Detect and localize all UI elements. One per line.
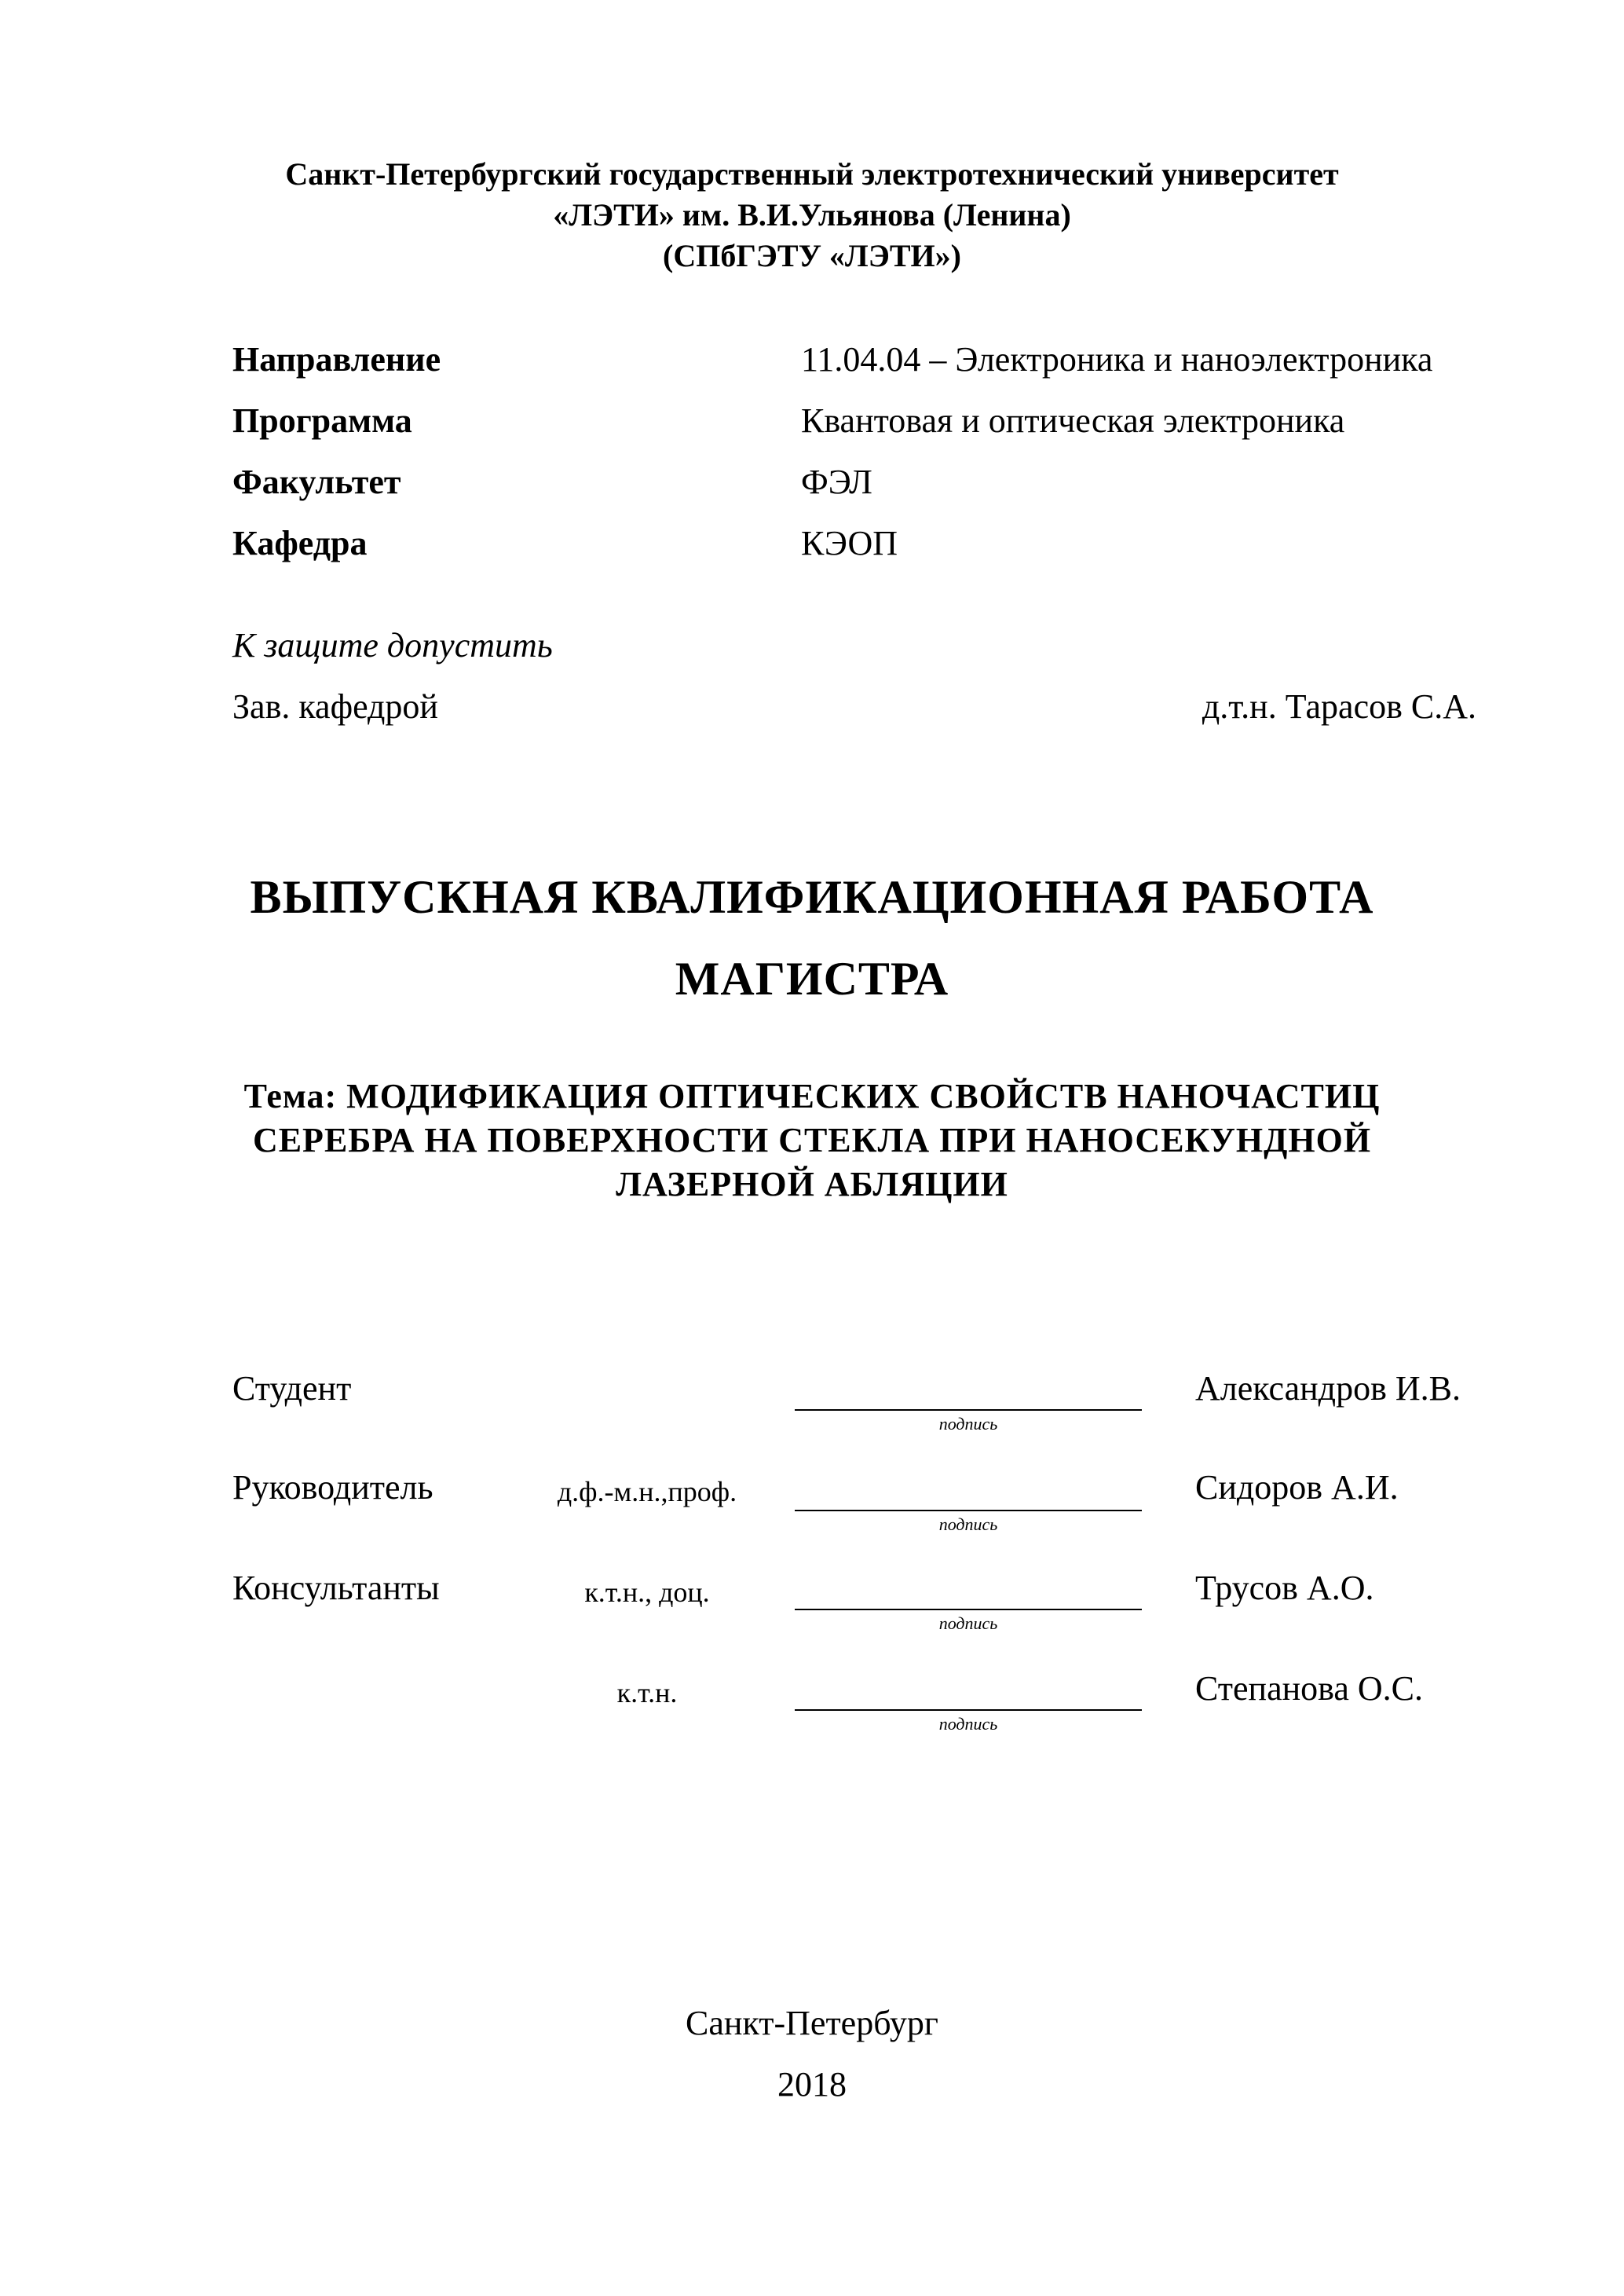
document-title: ВЫПУСКНАЯ КВАЛИФИКАЦИОННАЯ РАБОТА (250, 871, 1374, 923)
head-position: Зав. кафедрой (232, 687, 438, 726)
student-name: Александров И.В. (1195, 1369, 1461, 1408)
student-signature-caption: подпись (938, 1414, 998, 1434)
direction-label: Направление (232, 340, 441, 379)
supervisor-name: Сидоров А.И. (1195, 1468, 1399, 1507)
document-title-degree: МАГИСТРА (675, 953, 949, 1005)
supervisor-role: Руководитель (232, 1468, 433, 1507)
faculty-label: Факультет (232, 463, 401, 501)
university-short-name: «ЛЭТИ» им. В.И.Ульянова (Ленина) (553, 197, 1071, 233)
consultant-1-signature-line (795, 1609, 1142, 1610)
topic-line-3: ЛАЗЕРНОЙ АБЛЯЦИИ (616, 1165, 1008, 1203)
direction-value: 11.04.04 – Электроника и наноэлектроника (801, 340, 1433, 379)
program-value: Квантовая и оптическая электроника (801, 401, 1345, 440)
topic-line-2: СЕРЕБРА НА ПОВЕРХНОСТИ СТЕКЛА ПРИ НАНОСЕКУНДНОЙ (252, 1121, 1372, 1159)
consultant-2-signature-line (795, 1709, 1142, 1711)
consultant-1-name: Трусов А.О. (1195, 1569, 1374, 1607)
head-name: д.т.н. Тарасов С.А. (1202, 687, 1476, 726)
student-signature-line (795, 1409, 1142, 1411)
consultant-2-degree: к.т.н. (616, 1677, 678, 1708)
university-name: Санкт-Петербургский государственный электротехнический университет (285, 156, 1339, 192)
city: Санкт-Петербург (686, 2004, 938, 2042)
year: 2018 (777, 2065, 847, 2104)
university-abbreviation: (СПбГЭТУ «ЛЭТИ») (663, 238, 961, 273)
supervisor-signature-caption: подпись (938, 1514, 998, 1534)
supervisor-signature-line (795, 1510, 1142, 1511)
faculty-value: ФЭЛ (801, 463, 872, 501)
student-role: Студент (232, 1369, 352, 1408)
consultant-1-signature-caption: подпись (938, 1613, 998, 1633)
consultant-2-signature-caption: подпись (938, 1714, 998, 1734)
department-label: Кафедра (232, 524, 368, 562)
department-value: КЭОП (801, 524, 898, 562)
consultant-1-degree: к.т.н., доц. (584, 1576, 710, 1608)
consultants-role: Консультанты (232, 1569, 440, 1607)
program-label: Программа (232, 401, 412, 440)
consultant-2-name: Степанова О.С. (1195, 1669, 1423, 1708)
supervisor-degree: д.ф.-м.н.,проф. (557, 1476, 737, 1507)
admission-note: К защите допустить (232, 626, 553, 665)
topic-line-1: Тема: МОДИФИКАЦИЯ ОПТИЧЕСКИХ СВОЙСТВ НАНОЧАСТИЦ (243, 1077, 1381, 1115)
